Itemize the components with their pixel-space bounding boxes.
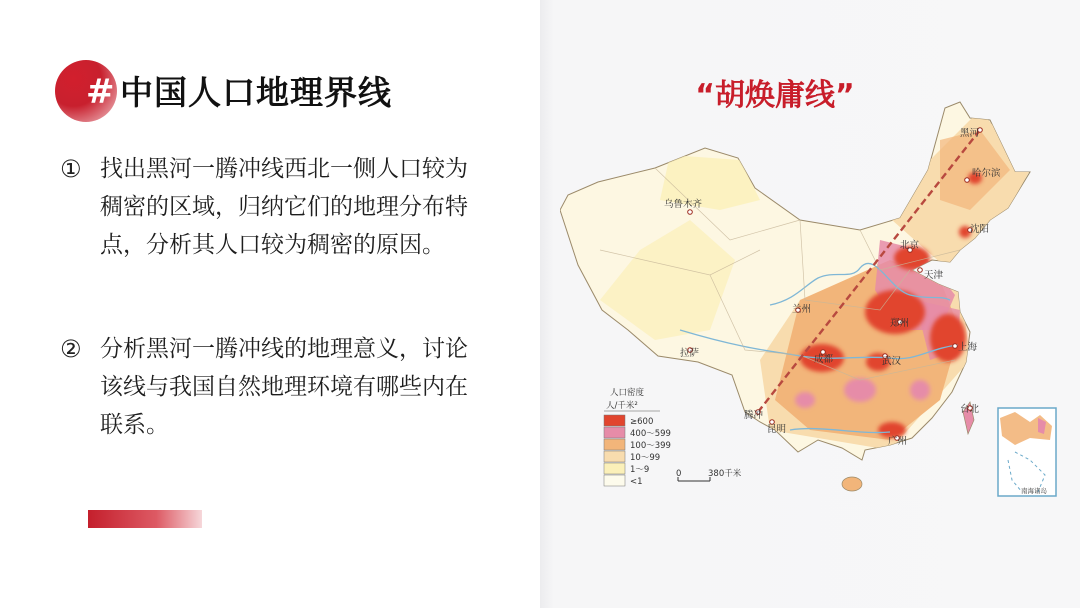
city-label-shanghai: 上海	[958, 342, 978, 353]
legend-swatch-5	[604, 463, 625, 474]
slide-title: 中国人口地理界线	[120, 73, 392, 112]
legend-label-3: 100～399	[630, 441, 671, 451]
city-label-beijing: 北京	[900, 240, 920, 251]
legend-unit: 人/千米²	[606, 401, 638, 411]
legend-label-5: 1～9	[630, 465, 650, 475]
legend-swatch-1	[604, 415, 625, 426]
city-label-tianjin: 天津	[924, 270, 944, 281]
map-legend	[604, 387, 671, 487]
city-label-heihe: 黑河	[960, 128, 980, 139]
city-label-kunming: 昆明	[767, 424, 787, 435]
city-label-urumqi: 乌鲁木齐	[664, 199, 703, 210]
city-label-guangzhou: 广州	[888, 436, 908, 447]
city-label-tengchong: 腾冲	[744, 410, 764, 421]
question-number-1: ①	[60, 155, 82, 183]
scale-bar	[676, 468, 742, 481]
south-china-sea-inset	[998, 408, 1056, 496]
accent-bar	[88, 510, 202, 528]
map-svg	[560, 100, 1060, 500]
population-density-map	[560, 100, 1060, 500]
legend-swatch-6	[604, 475, 625, 486]
city-label-chengdu: 成都	[814, 354, 834, 365]
city-label-wuhan: 武汉	[882, 356, 902, 367]
city-label-harbin: 哈尔滨	[972, 168, 1001, 179]
legend-label-1: ≥600	[630, 417, 654, 427]
question-text-1: 找出黑河一腾冲线西北一侧人口较为稠密的区域，归纳它们的地理分布特点，分析其人口较为稠密的原因。	[100, 156, 468, 258]
inset-label: 南海诸岛	[1021, 487, 1047, 495]
question-item-2	[60, 330, 490, 450]
legend-swatch-4	[604, 451, 625, 462]
city-label-lanzhou: 兰州	[792, 304, 812, 315]
scale-distance: 380千米	[708, 469, 742, 479]
hash-icon: #	[86, 72, 115, 112]
city-label-shenyang: 沈阳	[970, 224, 990, 235]
city-label-taibei: 台北	[960, 404, 980, 415]
legend-label-6: <1	[630, 477, 643, 487]
question-item-1	[60, 150, 490, 310]
legend-swatch-3	[604, 439, 625, 450]
legend-swatch-2	[604, 427, 625, 438]
question-text-2: 分析黑河一腾冲线的地理意义，讨论该线与我国自然地理环境有哪些内在联系。	[100, 336, 468, 438]
legend-title: 人口密度	[610, 388, 645, 398]
city-label-lhasa: 拉萨	[680, 348, 700, 359]
map-title: “胡焕庸线”	[695, 78, 855, 113]
question-number-2: ②	[60, 335, 82, 363]
legend-label-4: 10～99	[630, 453, 661, 463]
scale-zero: 0	[676, 469, 682, 479]
hainan-island	[842, 477, 862, 491]
legend-label-2: 400～599	[630, 429, 671, 439]
city-label-zhengzhou: 郑州	[890, 318, 910, 329]
